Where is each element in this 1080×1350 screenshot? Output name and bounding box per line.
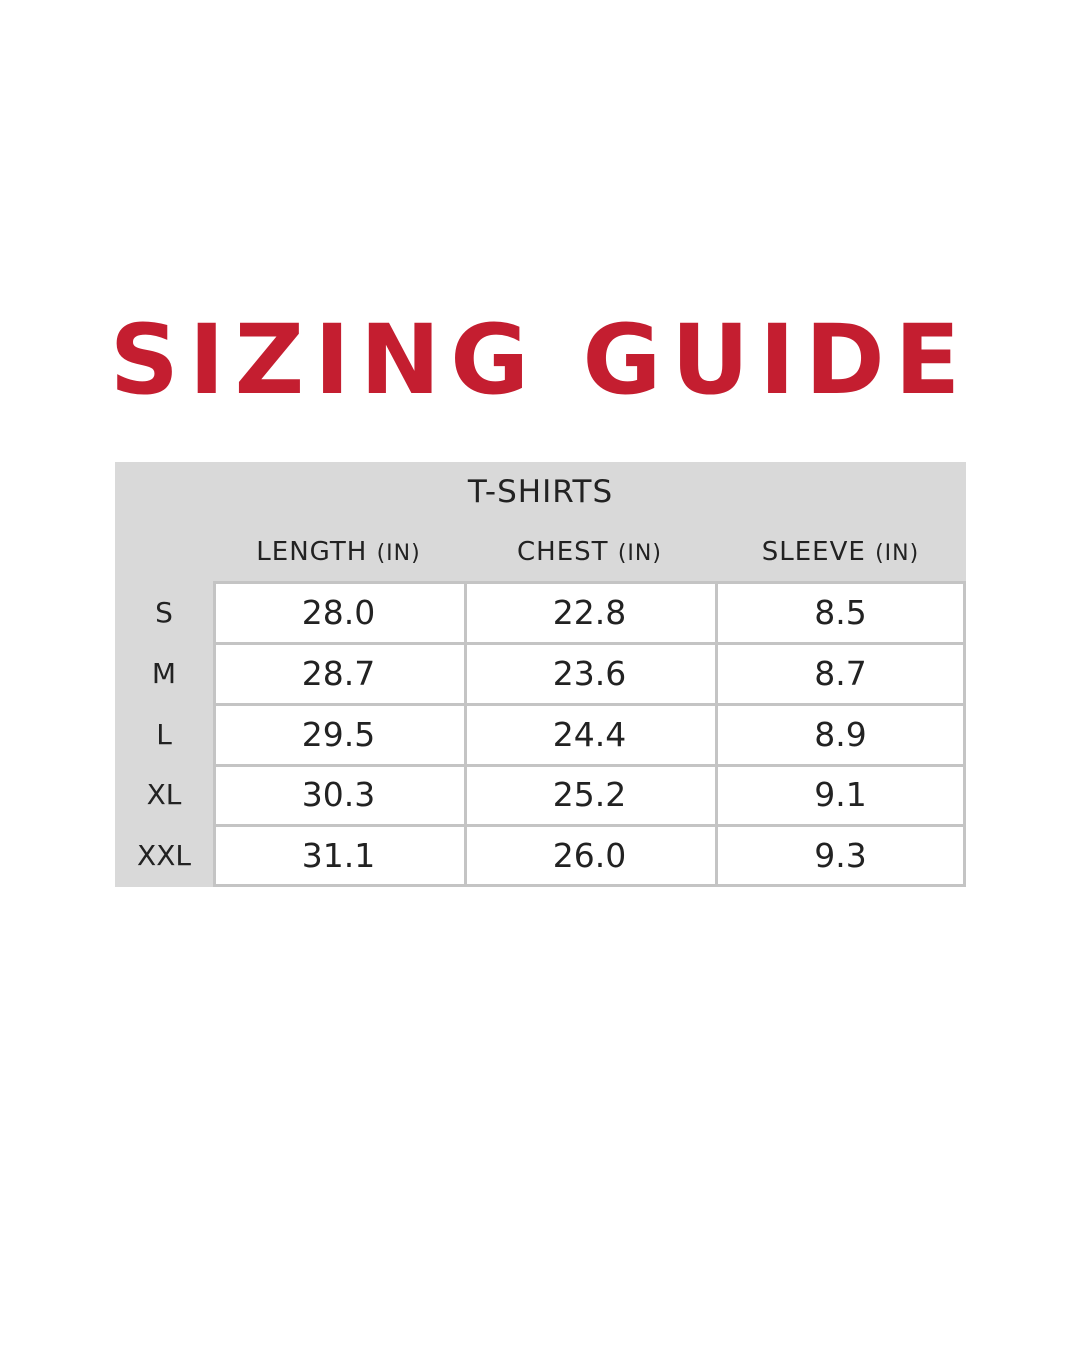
cell-sleeve-xxl: 9.3 bbox=[814, 836, 867, 875]
size-table bbox=[115, 462, 966, 887]
column-header-unit: (IN) bbox=[617, 541, 662, 566]
cell-chest-s: 22.8 bbox=[552, 593, 627, 632]
size-label-xxl: XXL bbox=[137, 839, 191, 872]
size-label-m: M bbox=[151, 657, 177, 690]
column-header-sleeve bbox=[715, 534, 966, 572]
table-category: T-SHIRTS bbox=[467, 474, 614, 510]
cell-chest-m: 23.6 bbox=[552, 654, 627, 693]
size-label-l: L bbox=[156, 718, 172, 751]
cell-chest-xxl: 26.0 bbox=[552, 836, 627, 875]
cell-chest-xl: 25.2 bbox=[552, 775, 627, 814]
size-label-s: S bbox=[155, 596, 173, 629]
column-header-chest bbox=[464, 534, 715, 572]
cell-sleeve-s: 8.5 bbox=[814, 593, 867, 632]
cell-sleeve-l: 8.9 bbox=[814, 715, 867, 754]
page-title: SIZING GUIDE bbox=[109, 304, 971, 416]
cell-sleeve-m: 8.7 bbox=[814, 654, 867, 693]
cell-length-xl: 30.3 bbox=[301, 775, 376, 814]
column-header-name: SLEEVE bbox=[761, 537, 866, 567]
size-label-xl: XL bbox=[146, 778, 182, 811]
cell-chest-l: 24.4 bbox=[552, 715, 627, 754]
column-header-unit: (IN) bbox=[875, 541, 920, 566]
cell-length-s: 28.0 bbox=[301, 593, 376, 632]
column-header-name: CHEST bbox=[517, 537, 609, 567]
cell-length-l: 29.5 bbox=[301, 715, 376, 754]
column-header-unit: (IN) bbox=[376, 541, 421, 566]
column-header-name: LENGTH bbox=[256, 537, 368, 567]
cell-length-xxl: 31.1 bbox=[301, 836, 376, 875]
cell-sleeve-xl: 9.1 bbox=[814, 775, 867, 814]
cell-length-m: 28.7 bbox=[301, 654, 376, 693]
column-header-length bbox=[213, 534, 464, 572]
